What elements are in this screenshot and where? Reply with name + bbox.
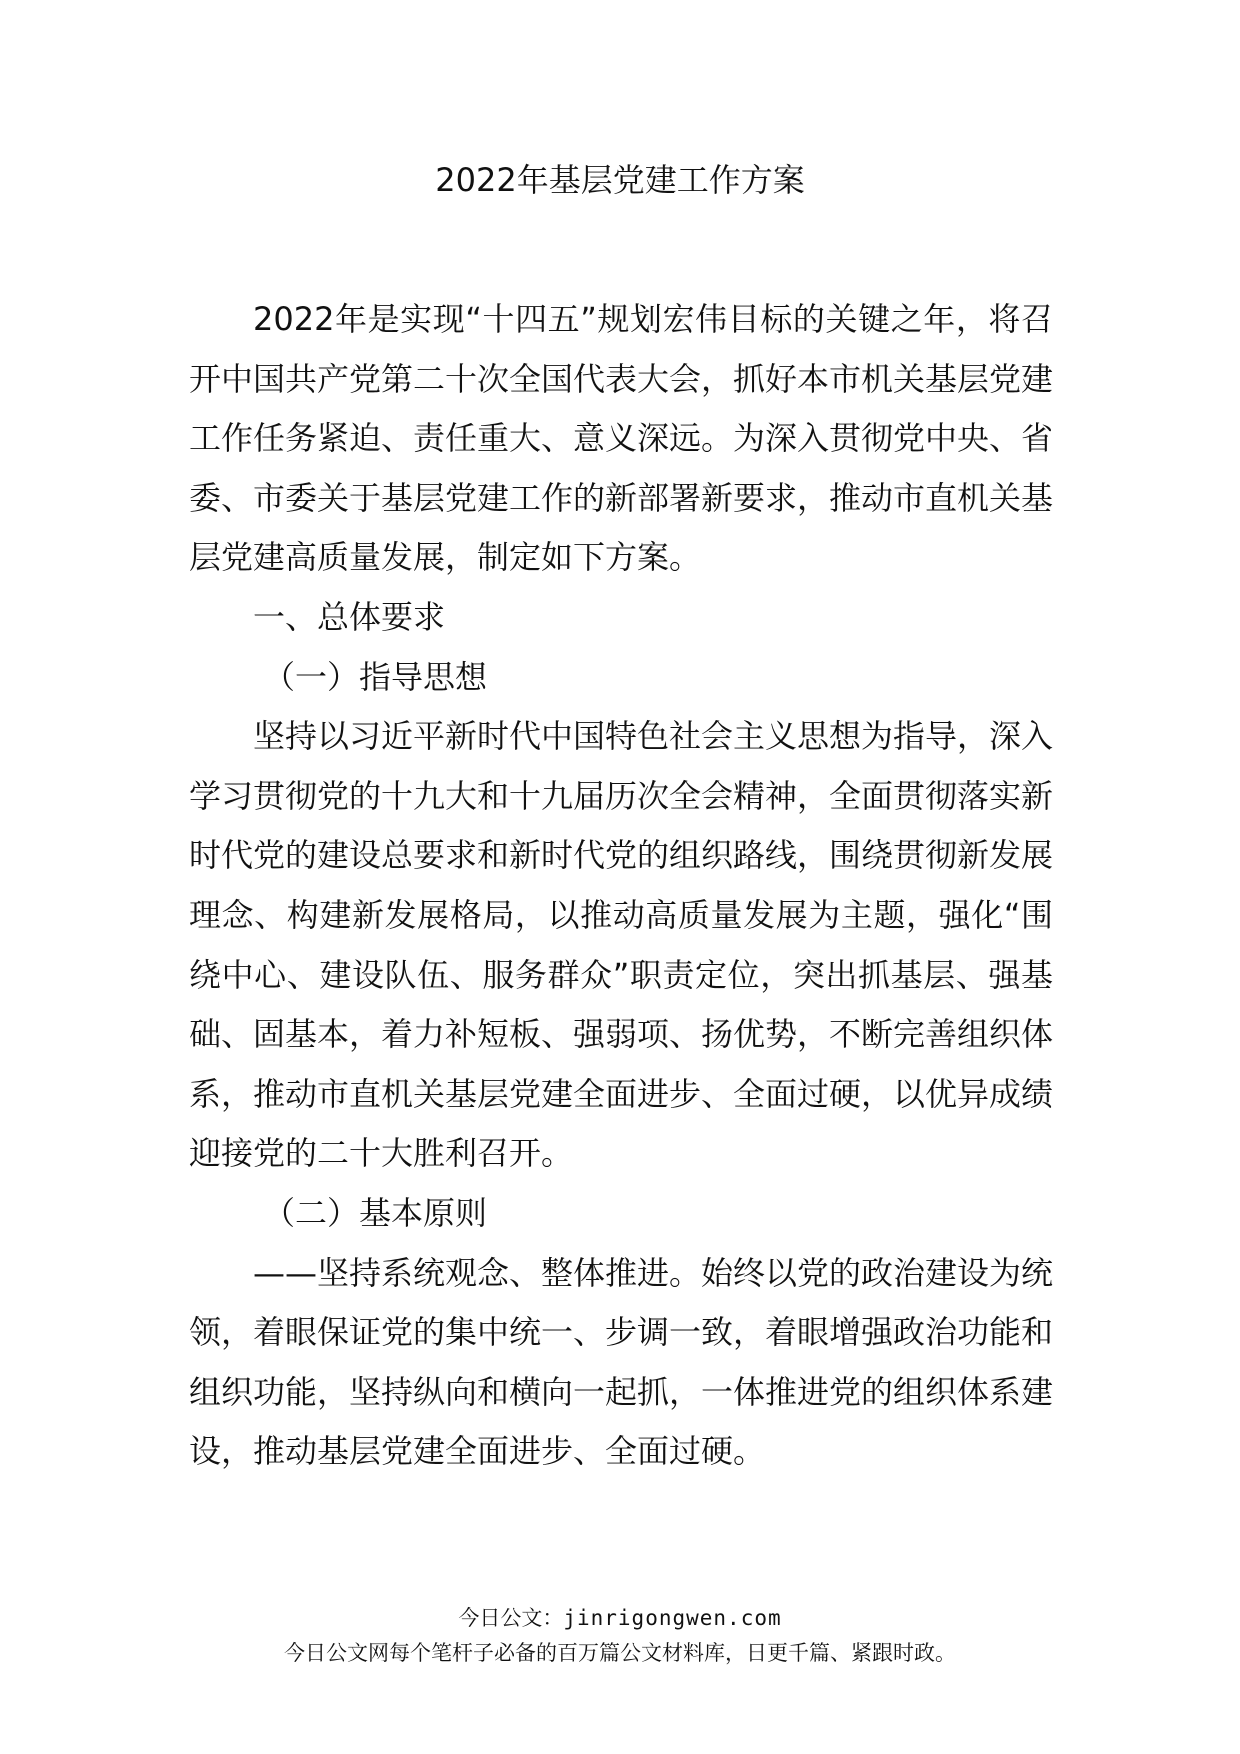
subsection-heading-guiding-ideology: （一）指导思想: [263, 657, 488, 696]
principle-paragraph: ——坚持系统观念、整体推进。始终以党的政治建设为统领，着眼保证党的集中统一、步调一致，着眼增强政治功能和组织功能，坚持纵向和横向一起抓，一体推进党的组织体系建设，推动基层党建全面进步、全面过硬。: [189, 1253, 1054, 1471]
document-title: 2022年基层党建工作方案: [435, 161, 805, 199]
footer-site-line: [0, 1603, 1240, 1633]
document-body: [189, 290, 1053, 1482]
footer-slogan: 今日公文网每个笔杆子必备的百万篇公文材料库，日更千篇、紧跟时政。: [284, 1641, 956, 1665]
intro-paragraph: 2022年是实现“十四五”规划宏伟目标的关键之年，将召开中国共产党第二十次全国代表大会，抓好本市机关基层党建工作任务紧迫、责任重大、意义深远。为深入贯彻党中央、省委、市委关于基层党建工作的新部署新要求，推动市直机关基层党建高质量发展，制定如下方案。: [189, 300, 1054, 577]
footer-site-link[interactable]: jinrigongwen.com: [563, 1606, 782, 1630]
footer-site-label: 今日公文：: [458, 1606, 564, 1630]
section-heading-general-requirements: 一、总体要求: [253, 597, 446, 636]
subsection-heading-basic-principles: （二）基本原则: [263, 1193, 488, 1232]
guiding-ideology-paragraph: 坚持以习近平新时代中国特色社会主义思想为指导，深入学习贯彻党的十九大和十九届历次全会精神，全面贯彻落实新时代党的建设总要求和新时代党的组织路线，围绕贯彻新发展理念、构建新发展格局，以推动高质量发展为主题，强化“围绕中心、建设队伍、服务群众”职责定位，突出抓基层、强基础、固基本，着力补短板、强弱项、扬优势，不断完善组织体系，推动市直机关基层党建全面进步、全面过硬，以优异成绩迎接党的二十大胜利召开。: [189, 717, 1054, 1173]
